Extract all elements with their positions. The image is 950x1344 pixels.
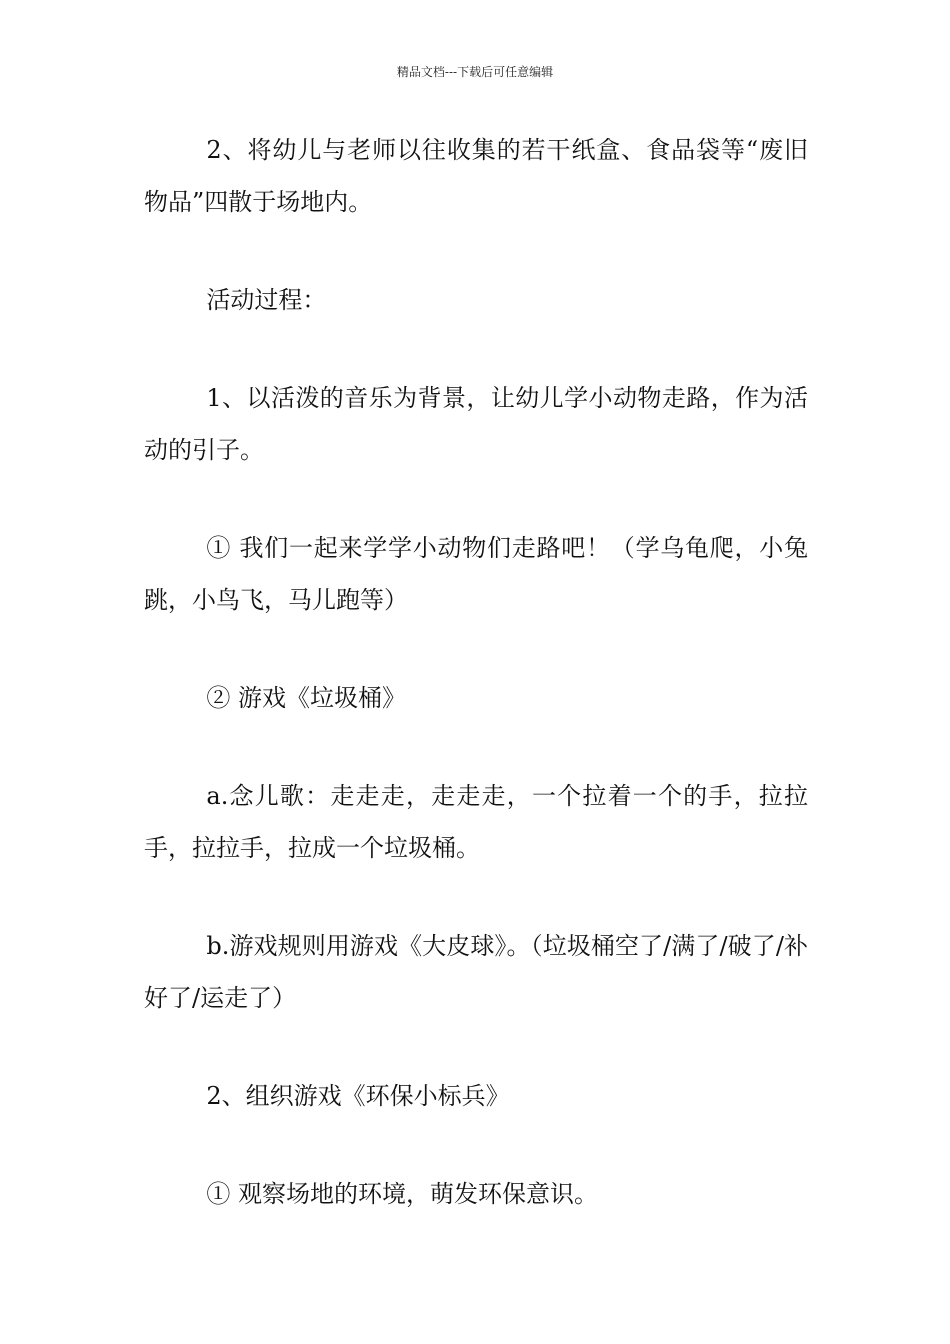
paragraph-step-1: 1、以活泼的音乐为背景，让幼儿学小动物走路，作为活动的引子。 <box>144 384 808 464</box>
paragraph-step-1-item-2b: b.游戏规则用游戏《大皮球》。（垃圾桶空了/满了/破了/补好了/运走了） <box>144 932 808 1012</box>
paragraph-process-heading: 活动过程： <box>206 286 327 314</box>
paragraph-step-1-item-2a: a.念儿歌：走走走，走走走，一个拉着一个的手，拉拉手，拉拉手，拉成一个垃圾桶。 <box>144 782 808 862</box>
page-header: 精品文档---下载后可任意编辑 <box>396 65 554 79</box>
paragraph-step-2: 2、组织游戏《环保小标兵》 <box>206 1082 510 1110</box>
paragraph-step-1-item-1: ① 我们一起来学学小动物们走路吧！（学乌龟爬，小兔跳，小鸟飞，马儿跑等） <box>144 534 808 614</box>
paragraph-step-1-item-2: ② 游戏《垃圾桶》 <box>206 684 407 712</box>
paragraph-materials: 2、将幼儿与老师以往收集的若干纸盒、食品袋等“废旧物品”四散于场地内。 <box>144 136 808 216</box>
document-body <box>144 124 808 1220</box>
paragraph-step-2-item-1: ① 观察场地的环境，萌发环保意识。 <box>206 1180 599 1208</box>
